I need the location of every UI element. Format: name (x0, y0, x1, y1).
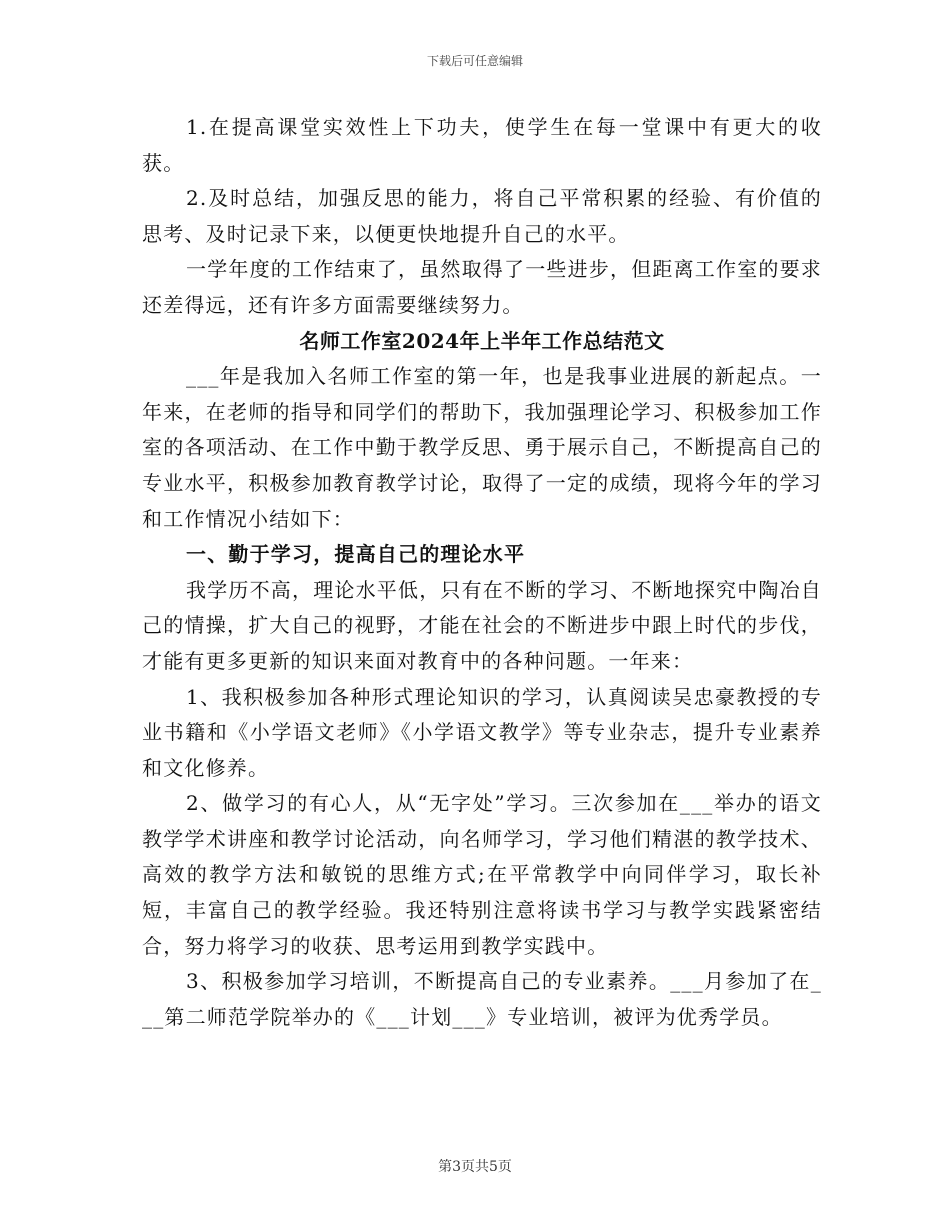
paragraph-section1-point-1: 1、我积极参加各种形式理论知识的学习，认真阅读吴忠豪教授的专业书籍和《小学语文老师》《小学语文教学》等专业杂志，提升专业素养和文化修养。 (142, 684, 822, 780)
page-number: 第3页共5页 (438, 1159, 512, 1175)
paragraph-conclusion: 一学年度的工作结束了，虽然取得了一些进步，但距离工作室的要求还差得远，还有许多方面需要继续努力。 (142, 257, 822, 317)
document-body (142, 110, 822, 1035)
paragraph-item-1: 1.在提高课堂实效性上下功夫，使学生在每一堂课中有更大的收获。 (142, 115, 822, 175)
paragraph-item-2: 2.及时总结，加强反思的能力，将自己平常积累的经验、有价值的思考、及时记录下来，以便更快地提升自己的水平。 (142, 186, 822, 246)
page-header-note: 下载后可任意编辑 (426, 54, 523, 68)
section-heading-1: 一、勤于学习，提高自己的理论水平 (186, 542, 526, 567)
paragraph-section1-point-2: 2、做学习的有心人，从“无字处”学习。三次参加在___举办的语文教学学术讲座和教学讨论活动，向名师学习，学习他们精湛的教学技术、高效的教学方法和敏锐的思维方式;在平常教学中向同伴学习，取长补短，丰富自己的教学经验。我还特别注意将读书学习与教学实践紧密结合，努力将学习的收获、思考运用到教学实践中。 (142, 791, 822, 958)
paragraph-intro: ___年是我加入名师工作室的第一年，也是我事业进展的新起点。一年来，在老师的指导和同学们的帮助下，我加强理论学习、积极参加工作室的各项活动、在工作中勤于教学反思、勇于展示自己，不断提高自己的专业水平，积极参加教育教学讨论，取得了一定的成绩，现将今年的学习和工作情况小结如下： (142, 364, 822, 531)
paragraph-section1-point-3: 3、积极参加学习培训，不断提高自己的专业素养。___月参加了在___第二师范学院举办的《___计划___》专业培训，被评为优秀学员。 (142, 969, 822, 1029)
document-title: 名师工作室2024年上半年工作总结范文 (299, 328, 665, 353)
paragraph-section1-intro: 我学历不高，理论水平低，只有在不断的学习、不断地探究中陶冶自己的情操，扩大自己的视野，才能在社会的不断进步中跟上时代的步伐，才能有更多更新的知识来面对教育中的各种问题。一年来： (142, 577, 822, 673)
